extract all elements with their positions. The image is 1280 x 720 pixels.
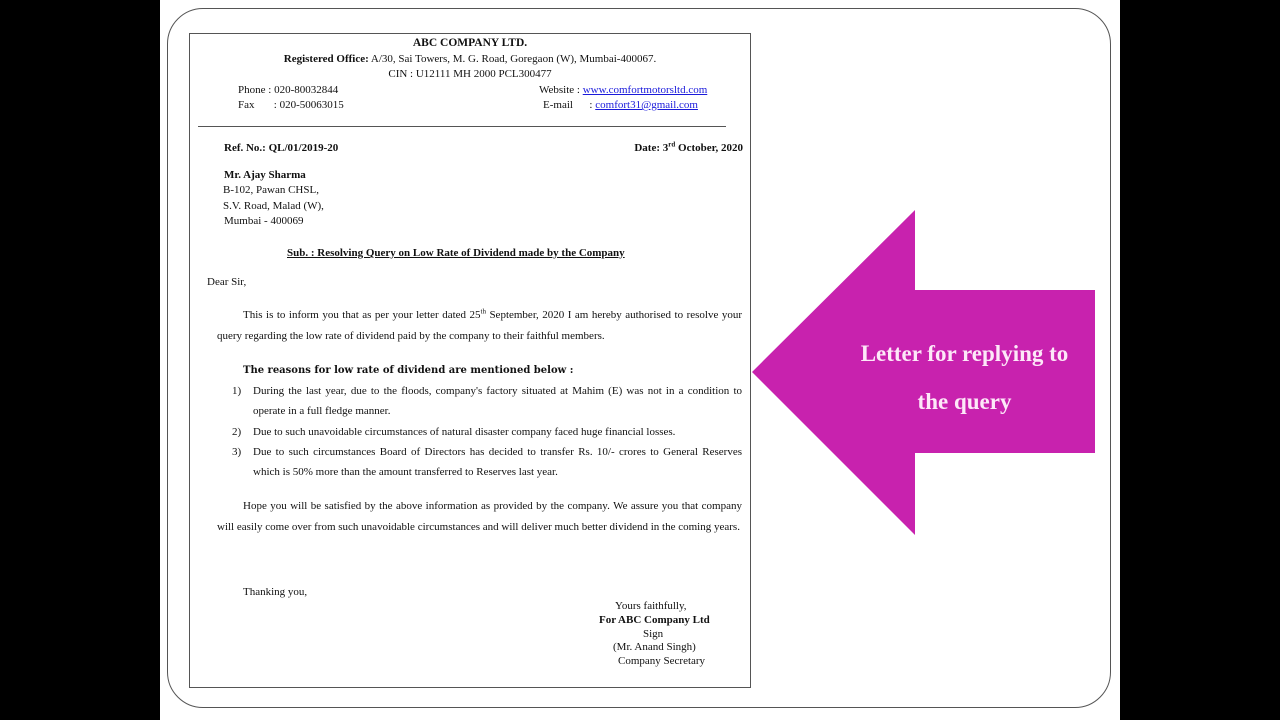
reason-item: 2) Due to such unavoidable circumstances of natural disaster company faced huge financial losses. <box>232 426 676 438</box>
letter-date: Date: 3rd October, 2020 <box>634 140 743 154</box>
signature-sign: Sign <box>643 628 664 640</box>
signature-company: For ABC Company Ltd <box>599 614 710 626</box>
website-link[interactable]: www.comfortmotorsltd.com <box>582 84 708 96</box>
body-paragraph-2: Hope you will be satisfied by the above information as provided by the company. We assure you that company will easily come over from such unavoidable circumstances and will deliver much better dividend in the coming years. <box>217 500 742 533</box>
signatory-name: (Mr. Anand Singh) <box>613 641 696 653</box>
cin-number: CIN : U12111 MH 2000 PCL300477 <box>388 68 552 80</box>
reference-number: Ref. No.: QL/01/2019-20 <box>224 142 339 154</box>
reasons-heading: The reasons for low rate of dividend are mentioned below : <box>243 365 574 376</box>
company-name: ABC COMPANY LTD. <box>412 37 528 49</box>
callout-line-1: Letter for replying to <box>860 341 1069 366</box>
recipient-address-line: B-102, Pawan CHSL, <box>223 184 319 196</box>
recipient-address-line: Mumbai - 400069 <box>224 215 304 227</box>
subject-line: Sub. : Resolving Query on Low Rate of Dividend made by the Company <box>287 247 625 259</box>
fax-value: 020-50063015 <box>279 99 344 111</box>
signatory-designation: Company Secretary <box>618 655 706 667</box>
salutation: Dear Sir, <box>207 276 247 288</box>
registered-office-label: Registered Office: <box>283 53 369 65</box>
callout-text <box>832 330 1097 426</box>
valediction: Yours faithfully, <box>615 600 687 612</box>
recipient-address-line: S.V. Road, Malad (W), <box>223 200 324 212</box>
body-paragraph-1: This is to inform you that as per your letter dated 25th September, 2020 I am hereby authorised to resolve your query regarding the low rate of dividend paid by the company to their faithful members. <box>217 307 742 342</box>
closing-line: Thanking you, <box>243 586 308 598</box>
website-label: Website : <box>539 84 583 96</box>
fax-label: Fax : <box>238 99 280 111</box>
reason-item: 1) During the last year, due to the floods, company's factory situated at Mahim (E) was not in a condition to operate in a full fledge manner. <box>232 385 742 417</box>
reason-item: 3) Due to such circumstances Board of Directors has decided to transfer Rs. 10/- crores to General Reserves which is 50% more than the amount transferred to Reserves last year. <box>232 446 742 478</box>
phone-value: 020-80032844 <box>274 84 339 96</box>
registered-office-address: A/30, Sai Towers, M. G. Road, Goregaon (W), Mumbai-400067. <box>368 53 657 65</box>
recipient-name: Mr. Ajay Sharma <box>224 169 306 181</box>
email-link[interactable]: comfort31@gmail.com <box>595 99 698 111</box>
callout-line-2: the query <box>917 389 1012 414</box>
phone-label: Phone : <box>238 84 275 96</box>
email-label: E-mail : <box>543 99 596 111</box>
